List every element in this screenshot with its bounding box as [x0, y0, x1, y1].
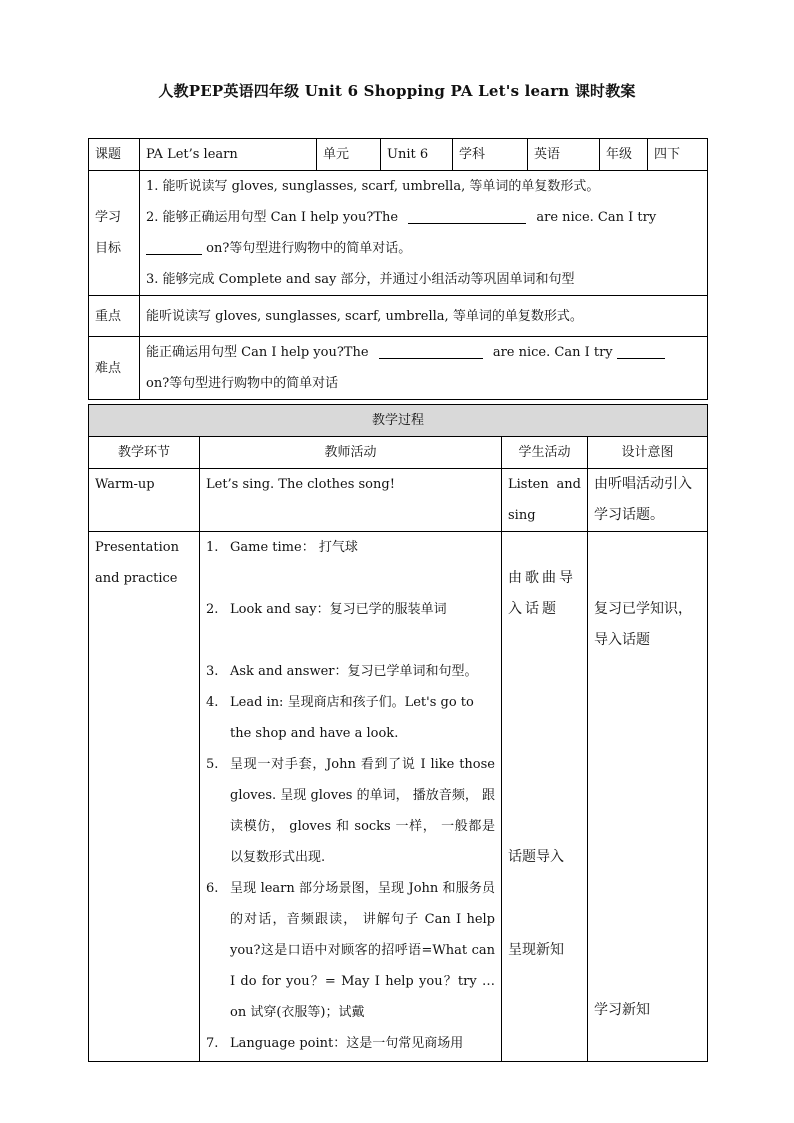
student-activity-1: 由歌曲导入话题 — [508, 570, 576, 617]
header-student-activity: 学生活动 — [502, 437, 588, 469]
objectives-label — [89, 171, 140, 296]
teacher-steps-list — [206, 532, 495, 1059]
difficulty-label: 难点 — [89, 337, 140, 400]
unit-value: Unit 6 — [381, 139, 453, 171]
fill-blank — [146, 240, 202, 255]
teacher-step: 2. Look and say：复习已学的服装单词 — [206, 602, 447, 617]
presentation-student — [502, 532, 588, 1062]
difficulty-part-a: 能正确运用句型 Can I help you?The — [146, 345, 369, 360]
warmup-stage: Warm-up — [89, 469, 200, 532]
grade-label: 年级 — [600, 139, 648, 171]
presentation-intent — [588, 532, 708, 1062]
objectives-content — [140, 171, 708, 296]
objective-2-part-a: 2. 能够正确运用句型 Can I help you?The — [146, 210, 399, 225]
difficulty-part-c: on?等句型进行购物中的简单对话 — [146, 376, 339, 391]
key-point-label: 重点 — [89, 296, 140, 337]
page-title: 人教PEP英语四年级 Unit 6 Shopping PA Let's learn 课时教案 — [158, 82, 636, 100]
grade-value: 四下 — [648, 139, 708, 171]
objective-3: 3. 能够完成 Complete and say 部分，并通过小组活动等巩固单词和句型 — [146, 272, 575, 287]
teacher-step: 5. 呈现一对手套，John 看到了说 I like those gloves. 呈现 gloves 的单词， 播放音频， 跟读模仿， gloves 和 socks 一样， 一般都是以复数形式出现. — [206, 757, 495, 865]
teacher-step: 3. Ask and answer：复习已学单词和句型。 — [206, 664, 478, 679]
presentation-stage — [89, 532, 200, 1062]
warmup-intent: 由听唱活动引入学习话题。 — [588, 469, 708, 532]
presentation-stage-line1: Presentation — [95, 540, 179, 555]
objectives-label-line2: 目标 — [95, 241, 122, 256]
presentation-teacher — [200, 532, 502, 1062]
design-intent-2: 学习新知 — [594, 1002, 650, 1018]
objective-2 — [146, 202, 701, 264]
unit-label: 单元 — [317, 139, 381, 171]
fill-blank — [408, 209, 526, 224]
teacher-step: 7. Language point：这是一句常见商场用 — [206, 1036, 464, 1051]
teacher-step: 4. Lead in: 呈现商店和孩子们。Let's go to the shop and have a look. — [206, 695, 474, 741]
topic-label: 课题 — [89, 139, 140, 171]
student-activity-2: 话题导入 — [508, 849, 564, 865]
difficulty-content — [140, 337, 708, 400]
header-stage: 教学环节 — [89, 437, 200, 469]
design-intent-1: 复习已学知识，导入话题 — [594, 601, 692, 648]
subject-value: 英语 — [528, 139, 600, 171]
topic-value: PA Let’s learn — [140, 139, 317, 171]
process-section-title: 教学过程 — [89, 405, 708, 437]
subject-label: 学科 — [453, 139, 528, 171]
objective-2-part-b: are nice. Can I try — [536, 210, 657, 225]
warmup-teacher: Let’s sing. The clothes song! — [200, 469, 502, 532]
objective-1: 1. 能听说读写 gloves, sunglasses, scarf, umbrella, 等单词的单复数形式。 — [146, 179, 600, 194]
key-point-text: 能听说读写 gloves, sunglasses, scarf, umbrella, 等单词的单复数形式。 — [140, 296, 708, 337]
difficulty-part-b: are nice. Can I try — [492, 345, 613, 360]
teacher-step: 1. Game time： 打气球 — [206, 540, 358, 555]
teaching-process-table — [88, 404, 708, 1062]
warmup-student: Listen and sing — [502, 469, 588, 532]
objectives-label-line1: 学习 — [95, 210, 122, 225]
presentation-stage-line2: and practice — [95, 571, 178, 586]
student-activity-3: 呈现新知 — [508, 942, 564, 958]
fill-blank — [379, 344, 483, 359]
lesson-info-table — [88, 138, 708, 400]
header-teacher-activity: 教师活动 — [200, 437, 502, 469]
header-design-intent: 设计意图 — [588, 437, 708, 469]
objective-2-part-c: on?等句型进行购物中的简单对话。 — [206, 241, 412, 256]
fill-blank — [617, 344, 665, 359]
teacher-step: 6. 呈现 learn 部分场景图，呈现 John 和服务员的对话，音频跟读， 讲解句子 Can I help you?这是口语中对顾客的招呼语=What can I do for you？= May I help you？try …on 试穿(衣服等)；试戴 — [206, 881, 495, 1020]
